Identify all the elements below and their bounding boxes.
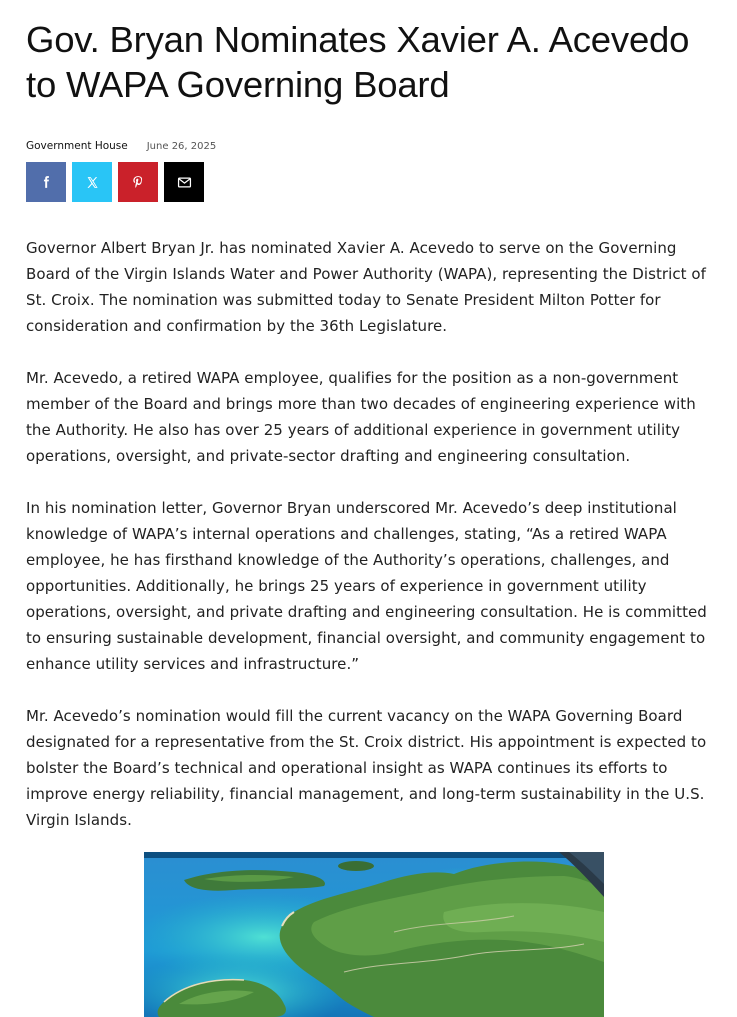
aerial-island-image: [144, 852, 604, 1017]
share-bar: [26, 162, 716, 202]
author-link[interactable]: Government House: [26, 140, 128, 152]
article-body: [26, 235, 716, 833]
share-x-button[interactable]: [72, 162, 112, 202]
body-paragraph: Governor Albert Bryan Jr. has nominated Xavier A. Acevedo to serve on the Governing Board of the Virgin Islands Water and Power Authority (WAPA), representing the District of St. Croix. The nomination was submitted today to Senate President Milton Potter for consideration and confirmation by the 36th Legislature.: [26, 239, 706, 335]
article-meta: [26, 138, 716, 154]
x-icon: [86, 176, 99, 189]
facebook-icon: [39, 175, 53, 189]
body-paragraph: In his nomination letter, Governor Bryan underscored Mr. Acevedo’s deep institutional knowledge of WAPA’s internal operations and challenges, stating, “As a retired WAPA employee, he has firsthand knowledge of the Authority’s operations, challenges, and opportunities. Additionally, he brings 25 years of experience in government utility operations, oversight, and private drafting and engineering consultation. He is committed to ensuring sustainable development, financial oversight, and community engagement to enhance utility services and infrastructure.”: [26, 499, 707, 673]
body-paragraph: Mr. Acevedo’s nomination would fill the current vacancy on the WAPA Governing Board designated for a representative from the St. Croix district. His appointment is expected to bolster the Board’s technical and operational insight as WAPA continues its efforts to improve energy reliability, financial management, and long-term sustainability in the U.S. Virgin Islands.: [26, 707, 707, 829]
share-facebook-button[interactable]: [26, 162, 66, 202]
body-paragraph: Mr. Acevedo, a retired WAPA employee, qualifies for the position as a non-government member of the Board and brings more than two decades of engineering experience with the Authority. He also has over 25 years of additional experience in government utility operations, oversight, and private-sector drafting and engineering consultation.: [26, 369, 696, 465]
share-pinterest-button[interactable]: [118, 162, 158, 202]
envelope-icon: [177, 175, 192, 190]
share-email-button[interactable]: [164, 162, 204, 202]
aerial-island-photo: [144, 852, 604, 1017]
publish-date: June 26, 2025: [146, 140, 217, 152]
article: [26, 0, 716, 859]
pinterest-icon: [131, 175, 145, 189]
article-title: Gov. Bryan Nominates Xavier A. Acevedo to WAPA Governing Board: [26, 19, 690, 105]
